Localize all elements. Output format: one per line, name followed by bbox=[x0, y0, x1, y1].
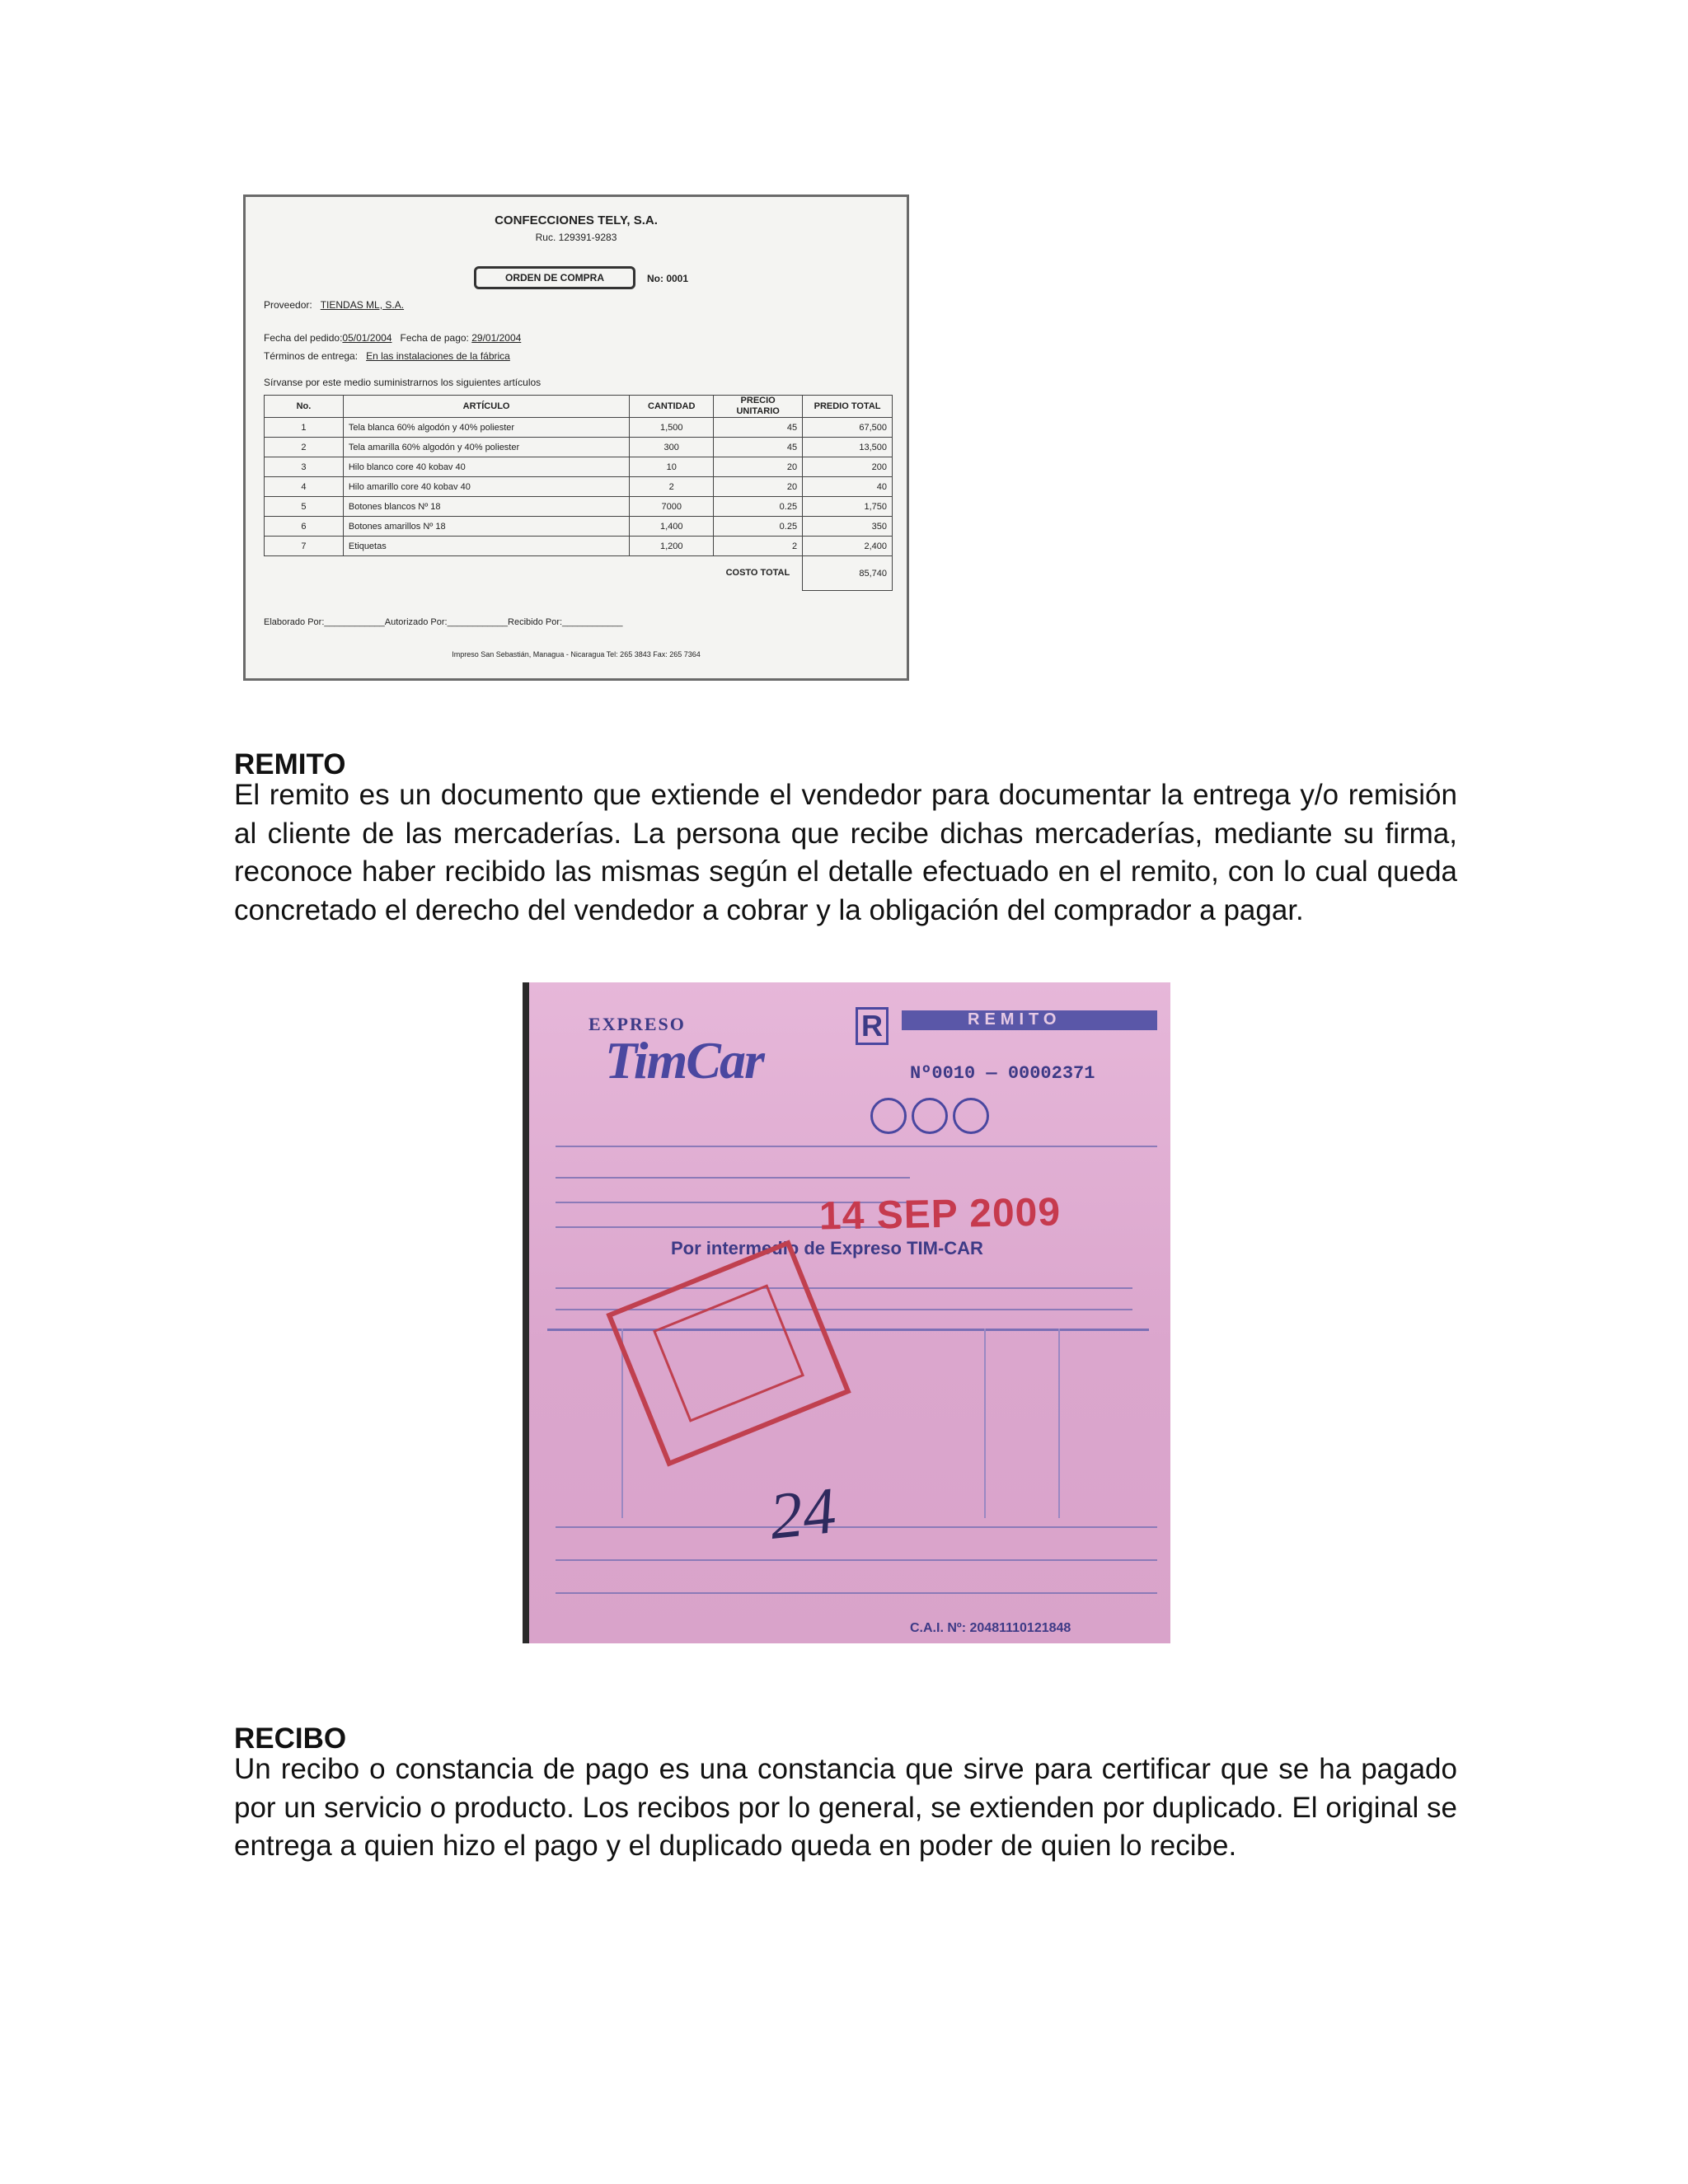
po-cell-no: 1 bbox=[265, 418, 344, 438]
po-cell-item: Botones amarillos Nº 18 bbox=[343, 517, 629, 537]
po-cell-total: 200 bbox=[803, 457, 893, 477]
po-cell-price: 20 bbox=[714, 477, 803, 497]
po-ruc: Ruc. 129391-9283 bbox=[535, 232, 617, 243]
po-cell-price: 0.25 bbox=[714, 517, 803, 537]
po-dates-line bbox=[264, 332, 521, 344]
po-cell-item: Hilo blanco core 40 kobav 40 bbox=[343, 457, 629, 477]
po-supplier-line bbox=[264, 299, 404, 311]
po-cell-total: 2,400 bbox=[803, 537, 893, 556]
po-cell-total: 40 bbox=[803, 477, 893, 497]
po-cell-total: 1,750 bbox=[803, 497, 893, 517]
remito-cai: C.A.I. Nº: 20481110121848 bbox=[910, 1621, 1071, 1635]
po-cell-no: 2 bbox=[265, 438, 344, 457]
po-intro: Sírvanse por este medio suministrarnos los siguientes artículos bbox=[264, 377, 542, 388]
po-signatures: Elaborado Por:____________Autorizado Por:____________Recibido Por:____________ bbox=[264, 617, 623, 627]
table-row bbox=[265, 457, 893, 477]
po-cell-qty: 7000 bbox=[630, 497, 714, 517]
po-total-value: 85,740 bbox=[803, 556, 893, 591]
recibo-heading: RECIBO bbox=[234, 1722, 347, 1755]
scan-edge bbox=[523, 982, 529, 1643]
remito-intermediary: Por intermedio de Expreso TIM-CAR bbox=[671, 1238, 983, 1258]
grid-line bbox=[984, 1329, 986, 1518]
table-row bbox=[265, 418, 893, 438]
po-cell-qty: 1,400 bbox=[630, 517, 714, 537]
po-col-total: PREDIO TOTAL bbox=[803, 396, 893, 418]
po-total-label: COSTO TOTAL bbox=[725, 568, 790, 579]
po-blank bbox=[630, 556, 714, 591]
po-blank bbox=[343, 556, 629, 591]
po-table bbox=[264, 395, 893, 591]
divider bbox=[556, 1526, 1157, 1528]
table-row bbox=[265, 497, 893, 517]
po-order-date: 05/01/2004 bbox=[342, 332, 392, 344]
po-pay-date: 29/01/2004 bbox=[471, 332, 522, 344]
po-cell-qty: 300 bbox=[630, 438, 714, 457]
po-cell-no: 5 bbox=[265, 497, 344, 517]
remito-bar-label: REMITO bbox=[968, 1010, 1062, 1029]
po-cell-qty: 1,500 bbox=[630, 418, 714, 438]
po-order-date-label: Fecha del pedido: bbox=[264, 332, 343, 344]
po-number: No: 0001 bbox=[647, 273, 689, 284]
po-blank bbox=[265, 556, 344, 591]
po-cell-price: 20 bbox=[714, 457, 803, 477]
po-col-qty: CANTIDAD bbox=[630, 396, 714, 418]
recibo-paragraph: Un recibo o constancia de pago es una constancia que sirve para certificar que se ha pagado por un servicio o producto. Los recibos por lo general, se extienden por duplicado. El original se entrega a quien hizo el pago y el duplicado queda en poder de quien lo recibe. bbox=[234, 1753, 1457, 1862]
remito-heading: REMITO bbox=[234, 748, 346, 780]
po-cell-price: 45 bbox=[714, 418, 803, 438]
po-supplier: TIENDAS ML, S.A. bbox=[320, 299, 405, 311]
po-cell-item: Etiquetas bbox=[343, 537, 629, 556]
po-table-header bbox=[265, 396, 893, 418]
po-cell-item: Botones blancos Nº 18 bbox=[343, 497, 629, 517]
po-cell-item: Tela blanca 60% algodón y 40% poliester bbox=[343, 418, 629, 438]
po-col-no: No. bbox=[265, 396, 344, 418]
po-cell-price: 0.25 bbox=[714, 497, 803, 517]
po-title: ORDEN DE COMPRA bbox=[474, 266, 635, 289]
po-cell-qty: 10 bbox=[630, 457, 714, 477]
divider bbox=[556, 1177, 910, 1179]
po-cell-no: 3 bbox=[265, 457, 344, 477]
seal-icon bbox=[912, 1098, 948, 1134]
po-cell-total: 67,500 bbox=[803, 418, 893, 438]
remito-express: EXPRESO bbox=[588, 1014, 686, 1034]
table-row bbox=[265, 477, 893, 497]
po-company: CONFECCIONES TELY, S.A. bbox=[495, 213, 658, 227]
table-row bbox=[265, 537, 893, 556]
grid-line bbox=[1058, 1329, 1060, 1518]
po-terms-label: Términos de entrega: bbox=[264, 350, 359, 362]
remito-number: Nº0010 — 00002371 bbox=[910, 1063, 1095, 1084]
date-stamp: 14 SEP 2009 bbox=[818, 1190, 1062, 1239]
timcar-logo: TimCar bbox=[605, 1031, 763, 1090]
signature: 24 bbox=[766, 1474, 840, 1554]
divider bbox=[556, 1592, 1157, 1594]
po-total-row bbox=[265, 556, 893, 591]
po-terms: En las instalaciones de la fábrica bbox=[366, 350, 510, 362]
table-row bbox=[265, 438, 893, 457]
remito-bar bbox=[902, 1010, 1157, 1030]
po-terms-line bbox=[264, 350, 510, 362]
po-cell-qty: 1,200 bbox=[630, 537, 714, 556]
remito-paragraph: El remito es un documento que extiende el vendedor para documentar la entrega y/o remisión al cliente de las mercaderías. La persona que recibe dichas mercaderías, mediante su firma, reconoce haber recibido las mismas según el detalle efectuado en el remito, con lo cual queda concretado el derecho del vendedor a cobrar y la obligación del comprador a pagar. bbox=[234, 779, 1457, 926]
po-supplier-label: Proveedor: bbox=[264, 299, 312, 311]
po-cell-no: 4 bbox=[265, 477, 344, 497]
table-row bbox=[265, 517, 893, 537]
remito-letter: R bbox=[856, 1007, 889, 1045]
divider bbox=[556, 1559, 1157, 1561]
seal-icon bbox=[870, 1098, 907, 1134]
po-cell-no: 6 bbox=[265, 517, 344, 537]
po-cell-no: 7 bbox=[265, 537, 344, 556]
po-pay-date-label: Fecha de pago: bbox=[400, 332, 469, 344]
po-cell-price: 2 bbox=[714, 537, 803, 556]
po-cell-item: Tela amarilla 60% algodón y 40% poliester bbox=[343, 438, 629, 457]
remito-image bbox=[523, 982, 1170, 1643]
po-cell-qty: 2 bbox=[630, 477, 714, 497]
po-cell-total: 13,500 bbox=[803, 438, 893, 457]
purchase-order-image bbox=[243, 194, 909, 681]
divider bbox=[556, 1146, 1157, 1147]
po-cell-total: 350 bbox=[803, 517, 893, 537]
po-footer: Impreso San Sebastián, Managua - Nicaragua Tel: 265 3843 Fax: 265 7364 bbox=[452, 650, 701, 658]
po-cell-item: Hilo amarillo core 40 kobav 40 bbox=[343, 477, 629, 497]
seal-icon bbox=[953, 1098, 989, 1134]
po-cell-price: 45 bbox=[714, 438, 803, 457]
divider bbox=[556, 1287, 1132, 1289]
po-col-price: PRECIO UNITARIO bbox=[714, 396, 803, 418]
po-col-item: ARTÍCULO bbox=[343, 396, 629, 418]
